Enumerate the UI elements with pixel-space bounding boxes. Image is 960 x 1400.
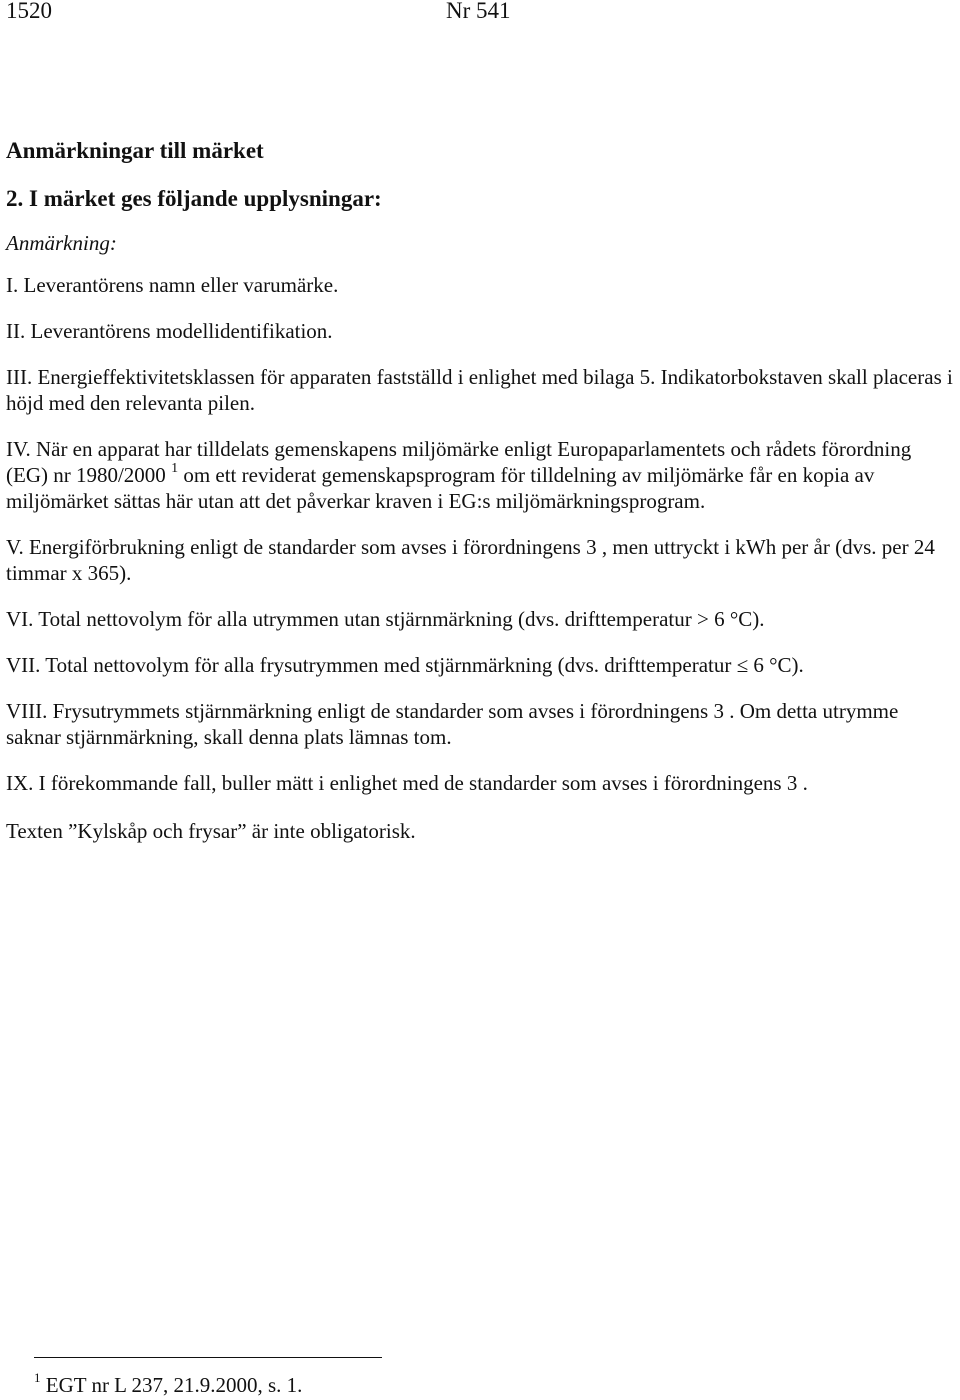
footnote: [34, 1372, 302, 1398]
heading: Anmärkningar till märket: [6, 138, 264, 163]
footnote-marker: 1: [34, 1370, 41, 1385]
item-vi: VI. Total nettovolym för alla utrymmen utan stjärnmärkning (dvs. drifttemperatur > 6 °C).: [6, 607, 765, 631]
item-iv: [6, 436, 956, 514]
item-iii: III. Energieffektivitetsklassen för apparaten fastställd i enlighet med bilaga 5. Indikatorbokstaven skall placeras i höjd med den relevanta pilen.: [6, 365, 953, 415]
item-i: I. Leverantörens namn eller varumärke.: [6, 273, 339, 297]
document-body: [6, 136, 956, 844]
item-ii: II. Leverantörens modellidentifikation.: [6, 319, 333, 343]
item-ix: IX. I förekommande fall, buller mätt i enlighet med de standarder som avses i förordningens 3 .: [6, 771, 808, 795]
footnote-rule: [34, 1357, 382, 1358]
subheading: 2. I märket ges följande upplysningar:: [6, 186, 382, 211]
page-number: 1520: [6, 0, 52, 23]
item-v: V. Energiförbrukning enligt de standarder som avses i förordningens 3 , men uttryckt i kWh per år (dvs. per 24 timmar x 365).: [6, 535, 935, 585]
item-iv-text-cont: om ett reviderat gemenskapsprogram för tilldelning av miljömärke får en kopia av miljömärket sättas här utan att det påverkar kraven i EG:s miljömärkningsprogram.: [6, 463, 875, 513]
issue-number: Nr 541: [446, 0, 511, 23]
item-vii: VII. Total nettovolym för alla frysutrymmen med stjärnmärkning (dvs. drifttemperatur ≤ 6 °C).: [6, 653, 804, 677]
footnote-ref: 1: [171, 461, 179, 476]
footnote-text: EGT nr L 237, 21.9.2000, s. 1.: [40, 1373, 303, 1397]
note-label: Anmärkning:: [6, 231, 117, 255]
item-iv-text: IV. När en apparat har tilldelats gemenskapens miljömärke enligt Europaparlamentets och rådets förordning (EG) nr 1980/2000: [6, 437, 912, 487]
closing-note: Texten ”Kylskåp och frysar” är inte obligatorisk.: [6, 819, 416, 843]
item-viii: VIII. Frysutrymmets stjärnmärkning enligt de standarder som avses i förordningens 3 . Om detta utrymme saknar stjärnmärkning, skall denna plats lämnas tom.: [6, 699, 899, 749]
